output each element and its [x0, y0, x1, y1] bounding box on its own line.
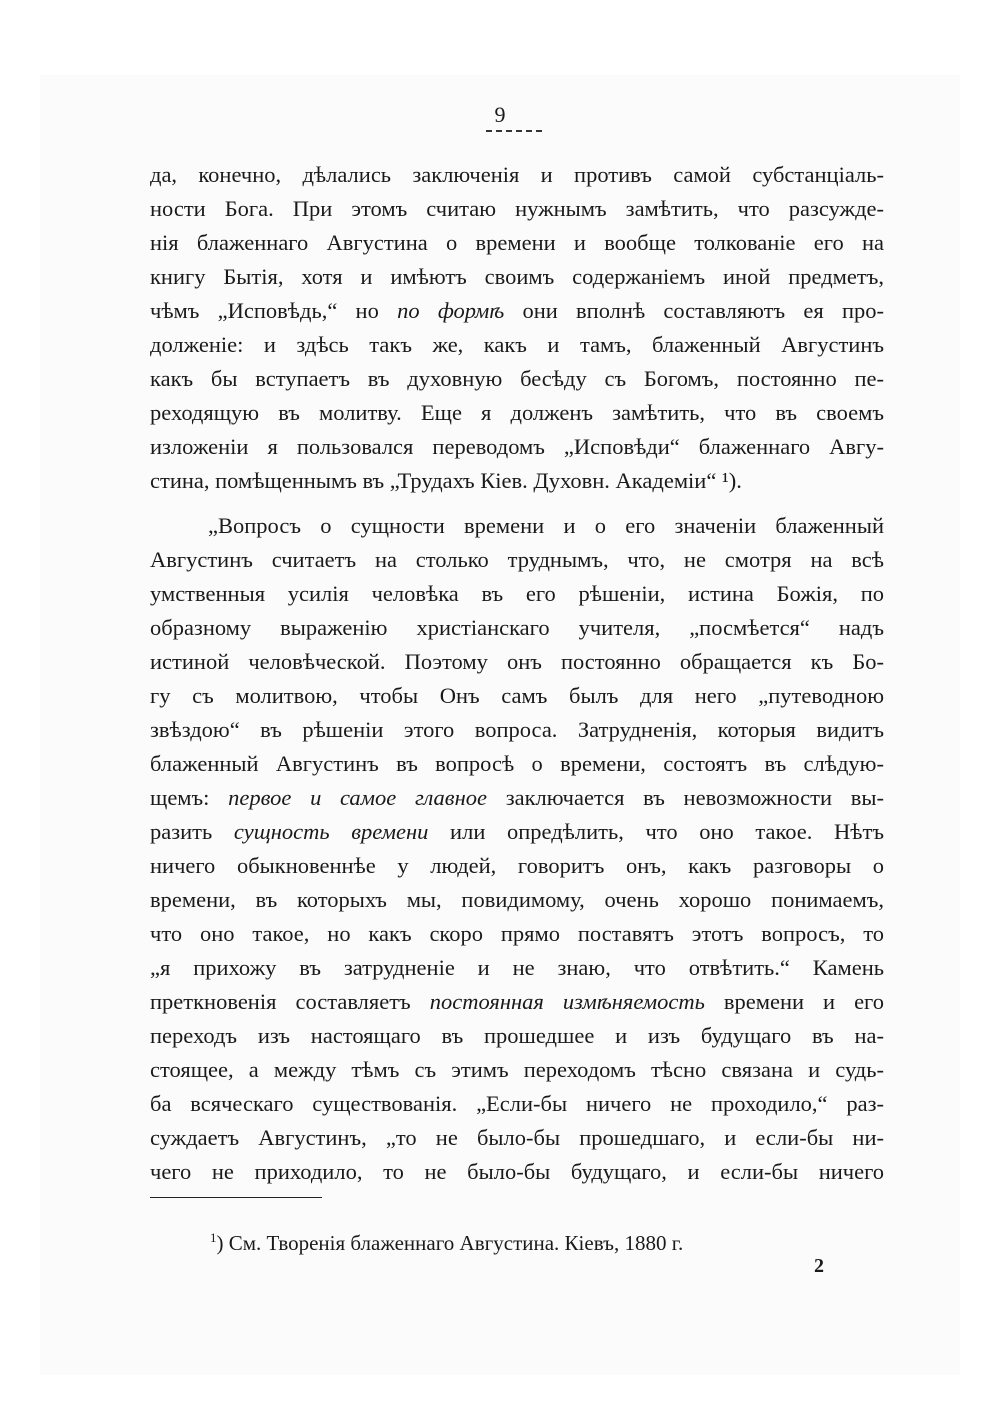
text-line: блаженный Августинъ въ вопросѣ о времени, состоятъ въ слѣдую-	[150, 751, 884, 776]
text-line: „Вопросъ о сущности времени и о его значеніи блаженный	[208, 513, 884, 538]
text-line	[150, 294, 884, 328]
text-line: времени, въ которыхъ мы, повидимому, очень хорошо понимаемъ,	[150, 887, 884, 912]
text-line: „я прихожу въ затрудненіе и не знаю, что отвѣтить.“ Камень	[150, 955, 884, 980]
text-line	[150, 815, 884, 849]
footnote-marker: 1	[210, 1230, 217, 1245]
text-line: чего не приходило, то не было-бы будущаго, и если-бы ничего	[150, 1159, 884, 1184]
text-line: да, конечно, дѣлались заключенія и противъ самой субстанціаль-	[150, 162, 884, 187]
text-line: истиной человѣческой. Поэтому онъ постоянно обращается къ Бо-	[150, 649, 884, 674]
italic-phrase: по формѣ	[397, 298, 505, 323]
text-line-part: щемъ:	[150, 785, 229, 810]
text-line: переходъ изъ настоящаго въ прошедшее и изъ будущаго въ на-	[150, 1023, 884, 1048]
italic-phrase: постоянная измѣняемость	[429, 989, 705, 1014]
text-line: образному выраженію христіанскаго учителя, „посмѣется“ надъ	[150, 615, 884, 640]
text-line: гу съ молитвою, чтобы Онъ самъ былъ для него „путеводною	[150, 683, 884, 708]
text-line: ничего обыкновеннѣе у людей, говоритъ онъ, какъ разговоры о	[150, 853, 884, 878]
text-line	[150, 985, 884, 1019]
footnote	[210, 1225, 683, 1256]
text-line: что оно такое, но какъ скоро прямо поставятъ этотъ вопросъ, то	[150, 921, 884, 946]
italic-phrase: сущность времени	[233, 819, 429, 844]
signature-mark: 2	[814, 1255, 824, 1277]
text-line: стоящее, а между тѣмъ съ этимъ переходомъ тѣсно связана и судь-	[150, 1057, 884, 1082]
italic-phrase: первое и самое главное	[228, 785, 487, 810]
page-number: 9	[494, 102, 506, 127]
text-line: ба всяческаго существованія. „Если-бы ничего не проходило,“ раз-	[150, 1091, 884, 1116]
text-line-part: чѣмъ „Исповѣдь,“ но	[150, 298, 398, 323]
page-number-rule	[486, 130, 542, 132]
text-line: книгу Бытія, хотя и имѣютъ своимъ содержаніемъ иной предметъ,	[150, 264, 884, 289]
text-line: суждаетъ Августинъ, „то не было-бы прошедшаго, и если-бы ни-	[150, 1125, 884, 1150]
text-line: реходящую въ молитву. Еще я долженъ замѣтить, что въ своемъ	[150, 400, 884, 425]
text-line-part: заключается въ невозможности вы-	[486, 785, 884, 810]
text-line: изложеніи я пользовался переводомъ „Исповѣди“ блаженнаго Авгу-	[150, 434, 884, 459]
text-line: Августинъ считаетъ на столько труднымъ, что, не смотря на всѣ	[150, 547, 884, 572]
text-line: стина, помѣщеннымъ въ „Трудахъ Кіев. Духовн. Академіи“ ¹).	[150, 468, 742, 493]
text-line	[150, 781, 884, 815]
text-line-part: они вполнѣ составляютъ ея про-	[504, 298, 884, 323]
text-line: какъ бы вступаетъ въ духовную бесѣду съ Богомъ, постоянно пе-	[150, 366, 884, 391]
text-line-part: или опредѣлить, что оно такое. Нѣтъ	[428, 819, 884, 844]
text-line: нія блаженнаго Августина о времени и вообще толкованіе его на	[150, 230, 884, 255]
text-line: умственныя усилія человѣка въ его рѣшеніи, истина Божія, по	[150, 581, 884, 606]
footnote-text: ) См. Творенія блаженнаго Августина. Кіевъ, 1880 г.	[216, 1231, 684, 1255]
text-line: долженіе: и здѣсь такъ же, какъ и тамъ, блаженный Августинъ	[150, 332, 884, 357]
text-line: звѣздою“ въ рѣшеніи этого вопроса. Затрудненія, которыя видитъ	[150, 717, 884, 742]
footnote-rule	[150, 1197, 322, 1198]
text-line-part: преткновенія составляетъ	[150, 989, 430, 1014]
text-line-part: времени и его	[704, 989, 884, 1014]
text-line-part: разить	[150, 819, 234, 844]
text-line: ности Бога. При этомъ считаю нужнымъ замѣтить, что разсужде-	[150, 196, 884, 221]
